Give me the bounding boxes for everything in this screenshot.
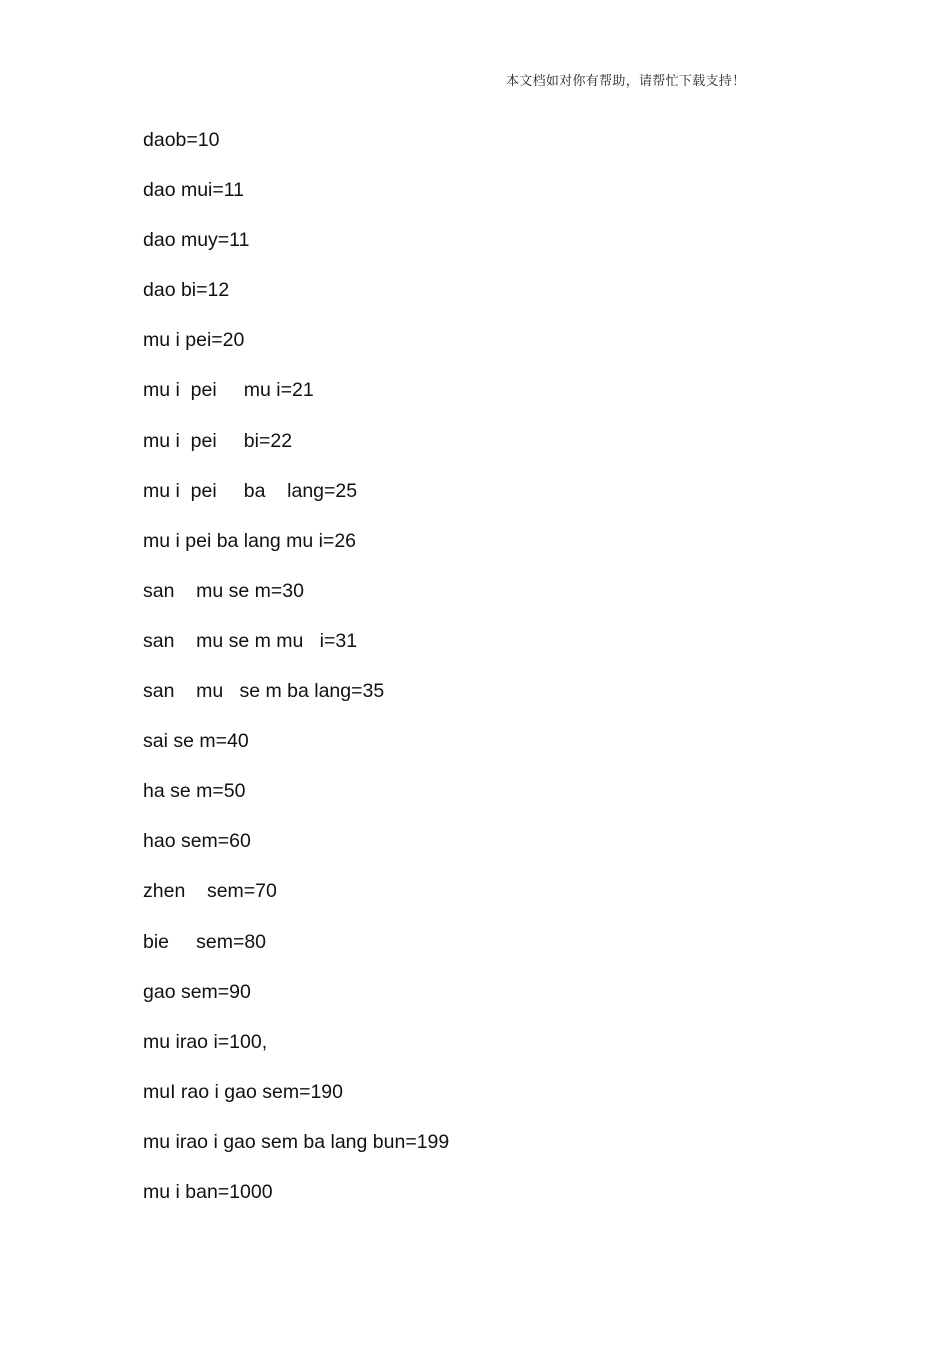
list-item: mu i pei mu i=21 [143, 379, 314, 402]
list-item: gao sem=90 [143, 980, 251, 1003]
list-item: san mu se m mu i=31 [143, 629, 358, 652]
list-item: hao sem=60 [143, 830, 251, 853]
list-item: dao bi=12 [143, 279, 230, 302]
list-item: muI rao i gao sem=190 [143, 1080, 343, 1103]
list-item: mu i pei=20 [143, 329, 245, 352]
list-item: daob=10 [143, 129, 220, 151]
list-item: mu i pei bi=22 [143, 429, 293, 452]
list-item: dao mui=11 [143, 179, 245, 202]
list-item: ha se m=50 [143, 780, 246, 803]
list-item: bie sem=80 [143, 930, 267, 953]
list-item: mu irao i gao sem ba lang bun=199 [143, 1130, 450, 1153]
list-item: zhen sem=70 [143, 880, 277, 903]
list-item: sai se m=40 [143, 730, 249, 753]
number-word-list [143, 128, 449, 1230]
header-note: 本文档如对你有帮助，请帮忙下载支持！ [506, 74, 746, 89]
list-item: mu i pei ba lang=25 [143, 479, 358, 502]
list-item: mu i pei ba lang mu i=26 [143, 529, 357, 552]
list-item: san mu se m ba lang=35 [143, 680, 385, 703]
list-item: mu irao i=100, [143, 1030, 268, 1053]
list-item: mu i ban=1000 [143, 1180, 273, 1203]
list-item: dao muy=11 [143, 229, 250, 252]
list-item: san mu se m=30 [143, 579, 304, 602]
